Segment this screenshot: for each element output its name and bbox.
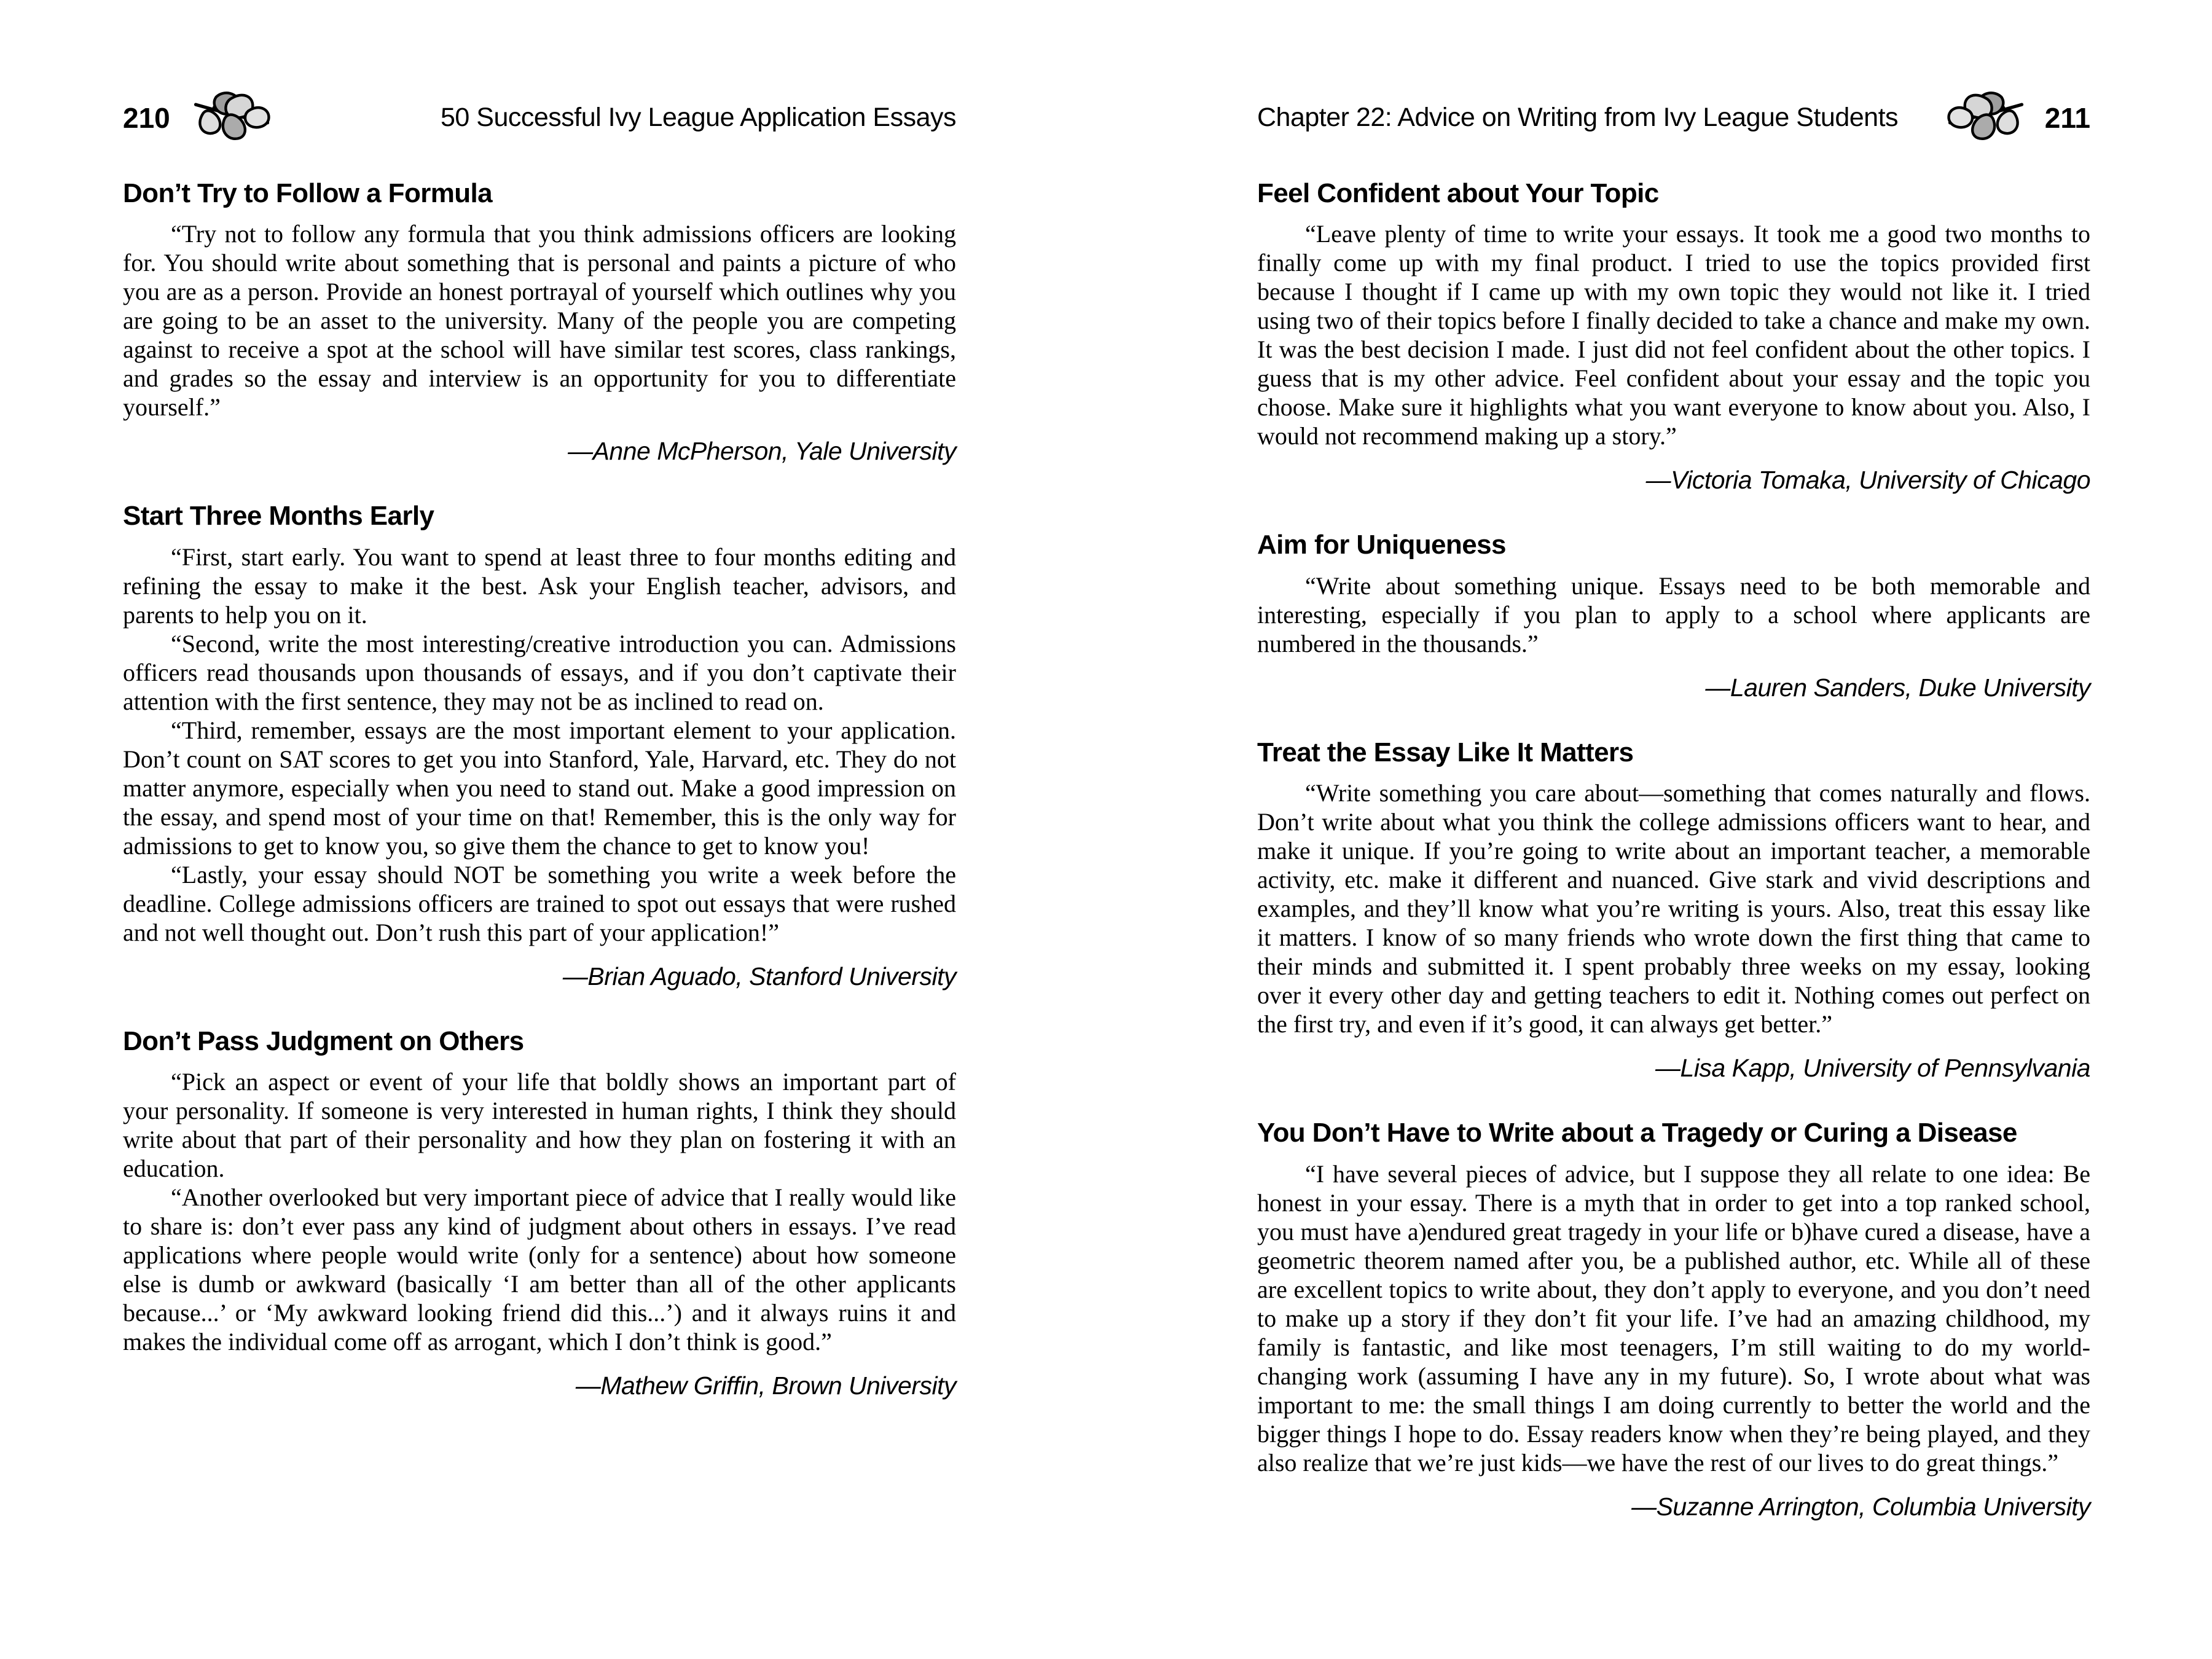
body-paragraph: “Third, remember, essays are the most important element to your application. Don’t count on SAT scores to get you into Stanford, Yale, Harvard, etc. They do not matter anymore, especially when you need to stand out. Make a good impression on the essay, and spend most of your time on that! Remember, this is the only way for admissions to get to know you, so give them the chance to get to know you! [123,716,956,860]
body-paragraph: “Lastly, your essay should NOT be something you write a week before the deadline. College admissions officers are trained to spot out essays that were rushed and not well thought out. Don’t rush this part of your application!” [123,860,956,946]
running-head: Chapter 22: Advice on Writing from Ivy League Students [1257,103,1899,133]
section-heading: Aim for Uniqueness [1257,530,1506,560]
section-dont-try-to-follow-a-formula [123,178,956,466]
right-page-header [1257,77,2090,159]
attribution: —Mathew Griffin, Brown University [575,1371,956,1400]
body-paragraph: “Write about something unique. Essays need to be both memorable and interesting, especially if you plan to apply to a school where applicants are numbered in the thousands.” [1257,571,2090,657]
left-page [123,77,956,1401]
section-start-three-months-early [123,501,956,991]
page-number: 211 [2044,102,2090,134]
right-page [1257,77,2090,1522]
body-paragraph: “Write something you care about—something that comes naturally and flows. Don’t write about what you think the college admissions officers want to hear, and make it unique. If you’re going to write about an important teacher, a memorable activity, etc. make it different and nuanced. Give stark and vivid descriptions and examples, and they’ll know what you’re writing is yours. Also, treat this essay like it matters. I know of so many friends who wrote down the first thing that came to their minds and submitted it. I spent probably three weeks on my essay, looking over it every other day and getting teachers to edit it. Nothing comes out perfect on the first try, and even if it’s good, it can always get better.” [1257,779,2090,1038]
section-heading: Feel Confident about Your Topic [1257,178,1659,208]
section-heading: Treat the Essay Like It Matters [1257,737,1634,767]
section-heading: Start Three Months Early [123,501,434,531]
leaf-ornament-icon [1945,88,2026,147]
body-paragraph: “Another overlooked but very important piece of advice that I really would like to share is: don’t ever pass any kind of judgment about others in essays. I’ve read applications where people would write (only for a sentence) about how someone else is dumb or awkward (basically ‘I am better than all of the other applicants because...’ or ‘My awkward looking friend did this...’) and it always ruins it and makes the individual come off as arrogant, which I don’t think is good.” [123,1183,956,1356]
section-feel-confident-about-your-topic [1257,178,2090,495]
attribution: —Lauren Sanders, Duke University [1705,673,2090,702]
body-paragraph: “Try not to follow any formula that you think admissions officers are looking for. You should write about something that is personal and paints a picture of who you are as a person. Provide an honest portrayal of yourself which outlines why you are going to be an asset to the university. Many of the people you are competing against to receive a spot at the school will have similar test scores, class rankings, and grades so the essay and interview is an opportunity for you to differentiate yourself.” [123,220,956,422]
section-dont-pass-judgment-on-others [123,1026,956,1401]
attribution: —Anne McPherson, Yale University [568,437,956,466]
section-heading: Don’t Try to Follow a Formula [123,178,493,208]
section-you-dont-have-to-write-about-a-tragedy [1257,1118,2090,1521]
left-page-content [123,178,956,1401]
attribution: —Victoria Tomaka, University of Chicago [1645,466,2090,495]
attribution: —Lisa Kapp, University of Pennsylvania [1655,1054,2090,1083]
body-paragraph: “Pick an aspect or event of your life that boldly shows an important part of your personality. If someone is very interested in human rights, I think they should write about that part of their personality and how they plan on fostering it with an education. [123,1068,956,1183]
body-paragraph: “First, start early. You want to spend at least three to four months editing and refining the essay to make it the best. Ask your English teacher, advisors, and parents to help you on it. [123,543,956,629]
leaf-ornament-icon [191,88,272,147]
attribution: —Suzanne Arrington, Columbia University [1631,1492,2090,1521]
attribution: —Brian Aguado, Stanford University [562,962,956,990]
body-paragraph: “Second, write the most interesting/creative introduction you can. Admissions officers read thousands upon thousands of essays, and if you don’t captivate their attention with the first sentence, they may not be as inclined to read on. [123,629,956,715]
body-paragraph: “I have several pieces of advice, but I suppose they all relate to one idea: Be honest in your essay. There is a myth that in order to get into a top ranked school, you must have a)endured great tragedy in your life or b)have cured a disease, have a geometric theorem named after you, be a published author, etc. While all of these are excellent topics to write about, they don’t apply to everyone, and you don’t need to make up a story if they don’t fit your life. I’ve had an amazing childhood, my family is fantastic, and like most teenagers, I’m still waiting to do my world-changing work (assuming I have any in my future). So, I wrote about what was important to me: the small things I am doing currently to better the world and the bigger things I hope to do. Essay readers know when they’re being played, and they also realize that we’re just kids—we have the rest of our lives to do great things.” [1257,1159,2090,1477]
section-heading: You Don’t Have to Write about a Tragedy or Curing a Disease [1257,1118,2017,1148]
left-page-header [123,77,956,159]
running-head: 50 Successful Ivy League Application Essays [440,103,956,133]
section-aim-for-uniqueness [1257,530,2090,702]
section-treat-the-essay-like-it-matters [1257,737,2090,1083]
body-paragraph: “Leave plenty of time to write your essays. It took me a good two months to finally come up with my final product. I tried to use the topics provided first because I thought if I came up with my own topic they would not like it. I tried using two of their topics before I finally decided to take a chance and make my own. It was the best decision I made. I just did not feel confident about the other topics. I guess that is my other advice. Feel confident about your essay and the topic you choose. Make sure it highlights what you want everyone to know about you. Also, I would not recommend making up a story.” [1257,220,2090,450]
section-heading: Don’t Pass Judgment on Others [123,1026,524,1056]
page-number: 210 [123,102,170,134]
right-page-content [1257,178,2090,1522]
